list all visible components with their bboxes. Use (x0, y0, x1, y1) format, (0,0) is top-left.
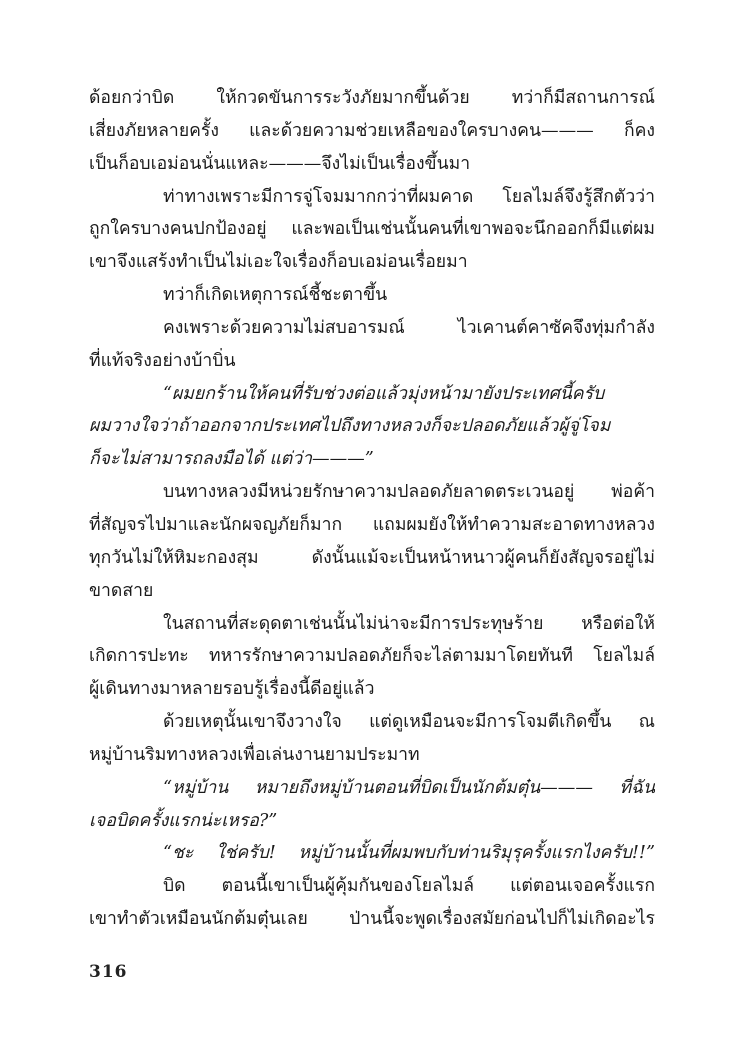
text-line: ขาดสาย (89, 580, 154, 601)
text-line: ท่าทางเพราะมีการจู่โจมมากกว่าที่ผมคาด โยลไมล์จึงรู้สึกตัวว่า (163, 186, 655, 207)
text-line: ด้อยกว่าบิด ให้กวดขันการระวังภัยมากขึ้นด้วย ทว่าก็มีสถานการณ์ (89, 88, 655, 108)
body-text (89, 82, 655, 936)
text-line: บิด ตอนนี้เขาเป็นผู้คุ้มกันของโยลไมล์ แต่ตอนเจอครั้งแรก (163, 876, 655, 897)
text-line: ถูกใครบางคนปกป้องอยู่ และพอเป็นเช่นนั้นคนที่เขาพอจะนึกออกก็มีแต่ผม (89, 219, 655, 240)
text-line: ทว่าก็เกิดเหตุการณ์ชี้ชะตาขึ้น (163, 285, 388, 306)
text-line: ด้วยเหตุนั้นเขาจึงวางใจ แต่ดูเหมือนจะมีการโจมตีเกิดขึ้น ณ (163, 712, 655, 733)
text-line: “หมู่บ้าน หมายถึงหมู่บ้านตอนที่บิดเป็นนักต้มตุ๋น——— ที่ฉัน (163, 777, 655, 798)
page-number: 316 (89, 962, 128, 982)
text-line: หมู่บ้านริมทางหลวงเพื่อเล่นงานยามประมาท (89, 744, 420, 765)
text-line: ในสถานที่สะดุดตาเช่นนั้นไม่น่าจะมีการประทุษร้าย หรือต่อให้ (163, 613, 655, 634)
text-line: “ผมยกร้านให้คนที่รับช่วงต่อแล้วมุ่งหน้ามายังประเทศนี้ครับ (163, 383, 605, 404)
text-line: เสี่ยงภัยหลายครั้ง และด้วยความช่วยเหลือของใครบางคน——— ก็คง (89, 120, 655, 141)
text-line: ที่สัญจรไปมาและนักผจญภัยก็มาก แถมผมยังให้ทำความสะอาดทางหลวง (89, 514, 655, 535)
text-line: ผู้เดินทางมาหลายรอบรู้เรื่องนี้ดีอยู่แล้ว (89, 679, 375, 700)
text-line: เกิดการปะทะ ทหารรักษาความปลอดภัยก็จะไล่ตามมาโดยทันที โยลไมล์ (89, 646, 655, 667)
text-line: “ชะ ใช่ครับ! หมู่บ้านนั้นที่ผมพบกับท่านริมุรุครั้งแรกไงครับ!!” (163, 843, 655, 864)
text-line: บนทางหลวงมีหน่วยรักษาความปลอดภัยลาดตระเวนอยู่ พ่อค้า (163, 482, 655, 503)
text-line: ทุกวันไม่ให้หิมะกองสุม ดังนั้นแม้จะเป็นหน้าหนาวผู้คนก็ยังสัญจรอยู่ไม่ (89, 547, 655, 568)
text-line: เจอบิดครั้งแรกน่ะเหรอ?” (89, 810, 278, 831)
text-line: คงเพราะด้วยความไม่สบอารมณ์ ไวเคานต์คาซัคจึงทุ่มกำลัง (163, 317, 655, 338)
text-line: ที่แท้จริงอย่างบ้าบิ่น (89, 350, 236, 371)
text-line: เขาทำตัวเหมือนนักต้มตุ๋นเลย ป่านนี้จะพูดเรื่องสมัยก่อนไปก็ไม่เกิดอะไร (89, 909, 655, 930)
text-line: เขาจึงแสร้งทำเป็นไม่เอะใจเรื่องก็อบเอม่อนเรื่อยมา (89, 252, 468, 273)
text-line: เป็นก็อบเอม่อนนั่นแหละ———จึงไม่เป็นเรื่องขึ้นมา (89, 153, 471, 174)
text-line: ก็จะไม่สามารถลงมือได้ แต่ว่า———” (89, 449, 374, 470)
text-line: ผมวางใจว่าถ้าออกจากประเทศไปถึงทางหลวงก็จะปลอดภัยแล้วผู้จู่โจม (89, 416, 611, 437)
